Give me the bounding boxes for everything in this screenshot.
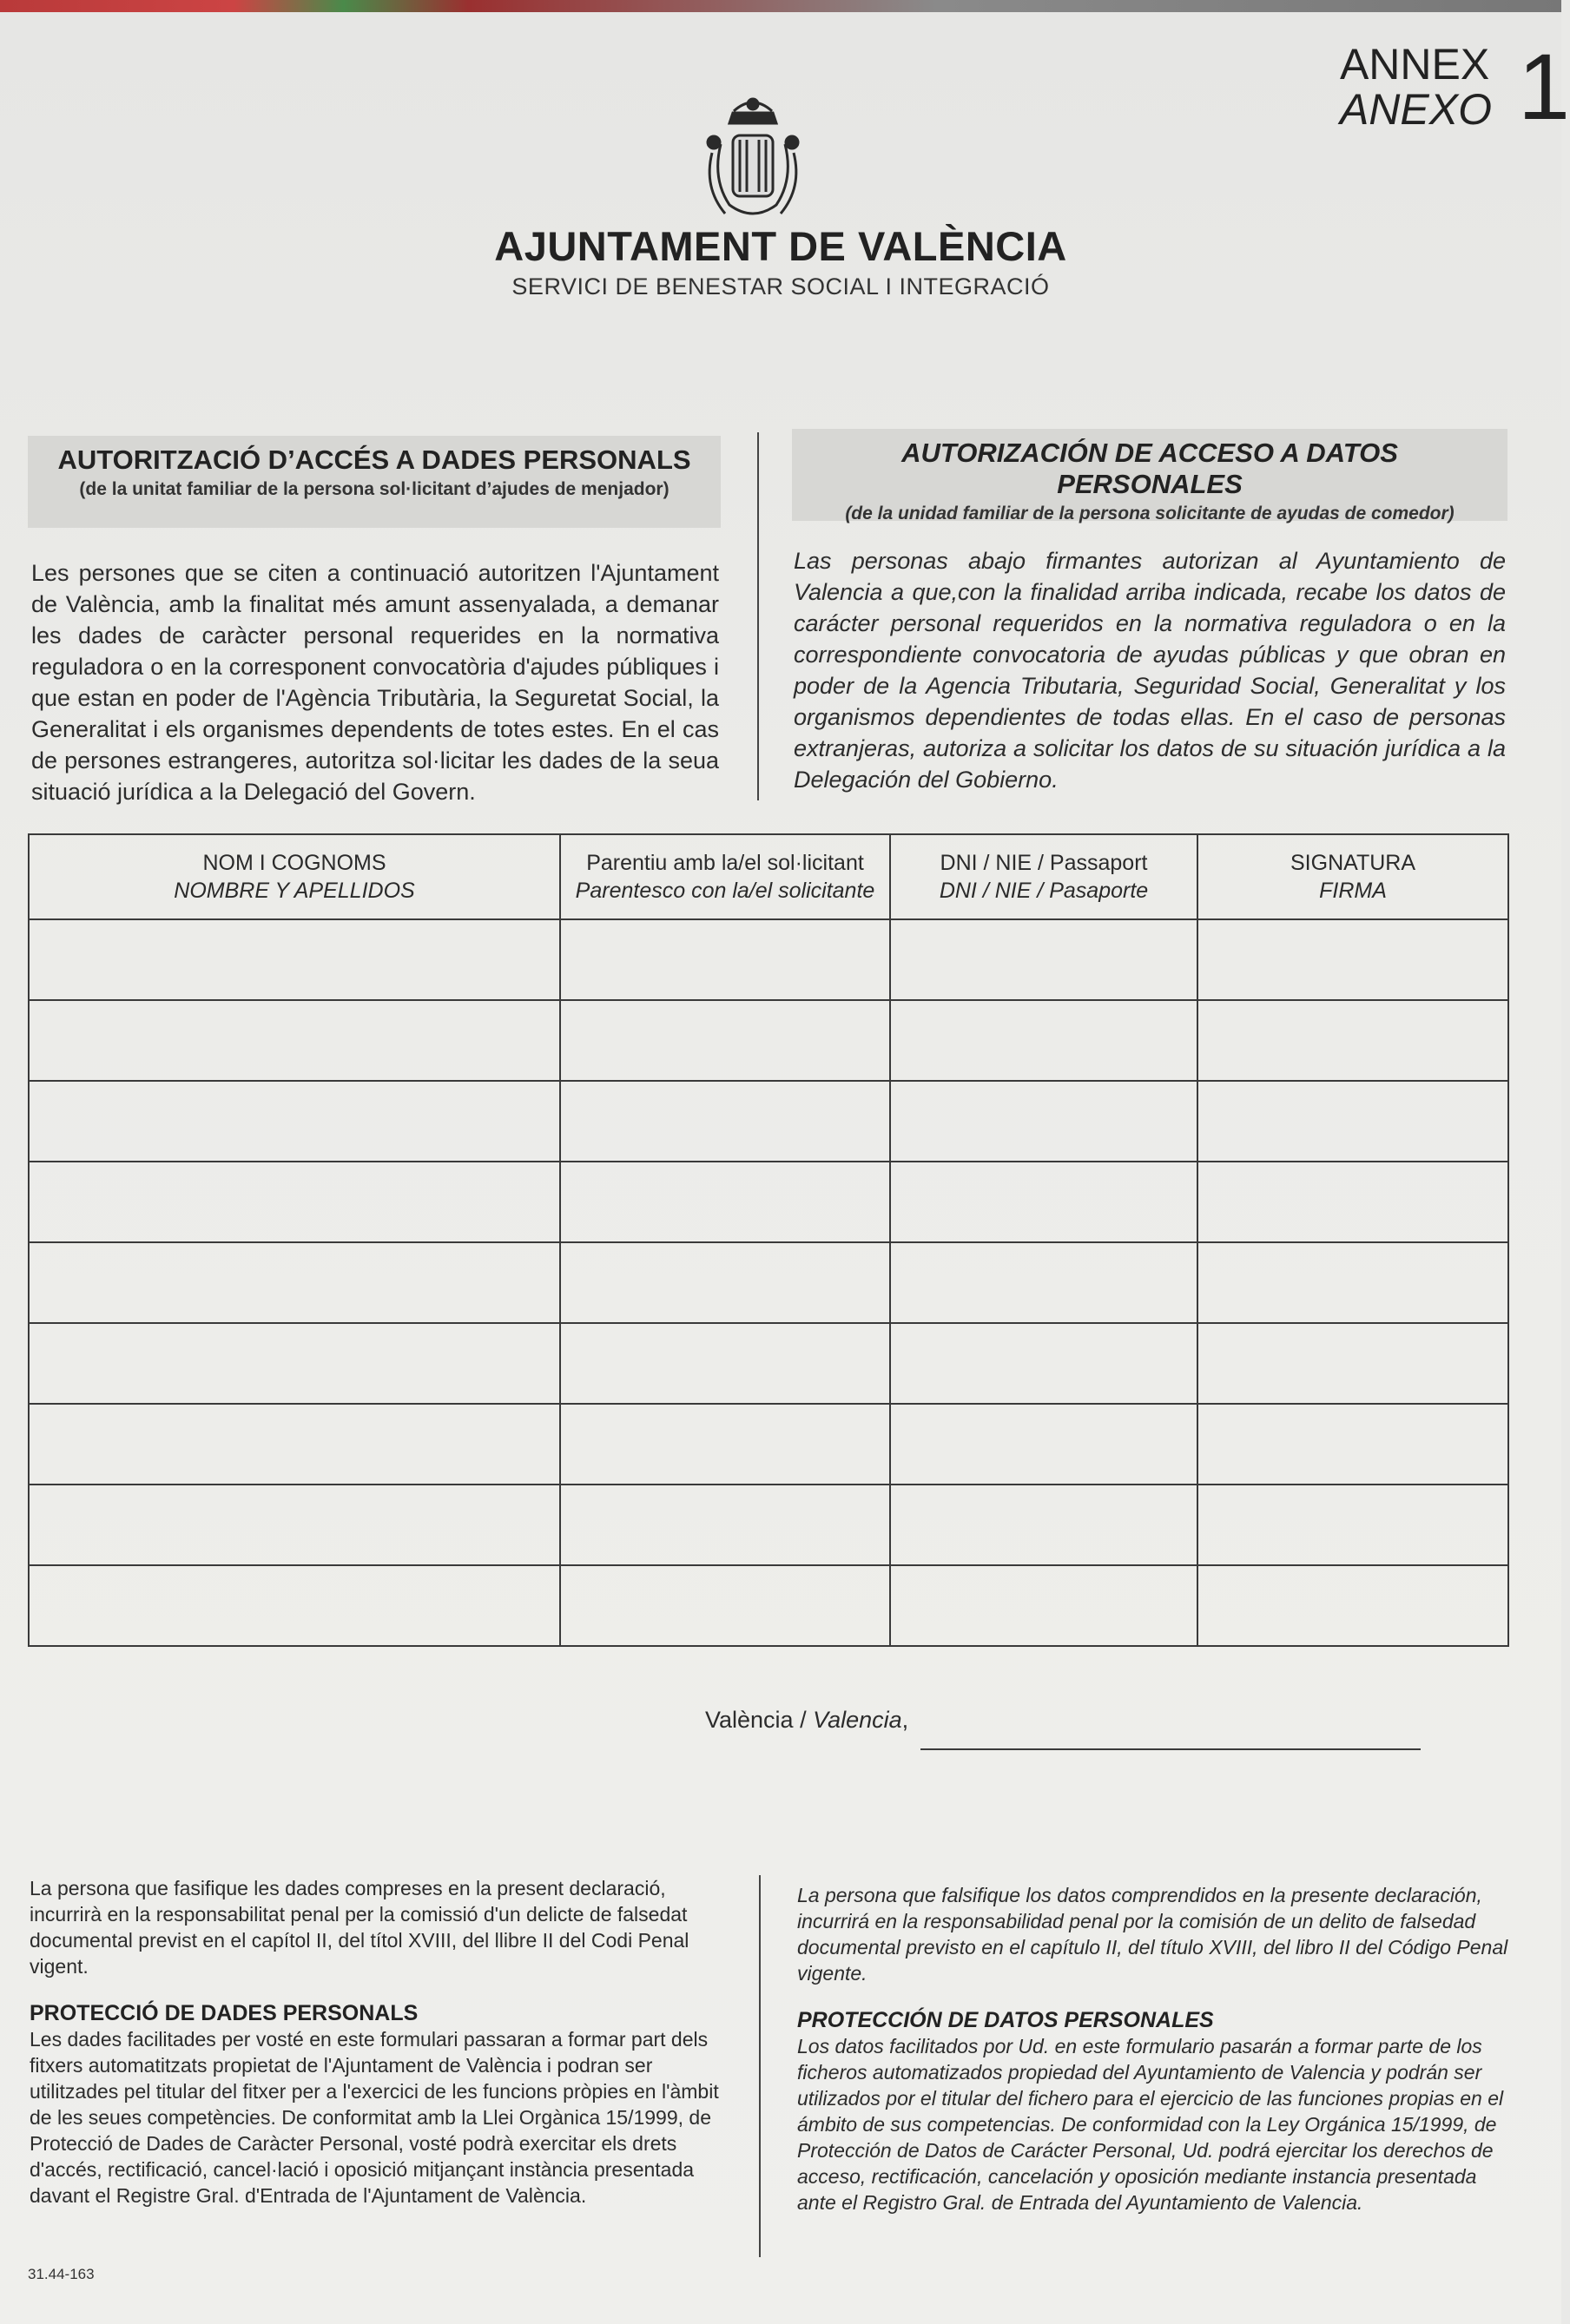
column-header-id-document-es: DNI / NIE / Pasaporte [939, 879, 1149, 903]
right-section-subtitle: (de la unidad familiar de la persona solicitante de ayudas de comedor) [845, 504, 1455, 523]
signature-field[interactable] [1197, 1000, 1508, 1081]
relationship-field[interactable] [560, 1404, 890, 1485]
signature-field[interactable] [1197, 1242, 1508, 1323]
name-field[interactable] [29, 1242, 560, 1323]
table-row [29, 1242, 1508, 1323]
table-row [29, 1323, 1508, 1404]
column-header-relationship-es: Parentesco con la/el solicitante [575, 879, 875, 903]
column-divider [757, 432, 759, 800]
relationship-field[interactable] [560, 1323, 890, 1404]
signature-field[interactable] [1197, 1162, 1508, 1242]
footer-right-warning: La persona que falsifique los datos comprendidos en la presente declaración, incurrirá en la responsabilidad penal por la comisión de un delito de falsedad documental previsto en el capítulo II, del título XVIII, del libro II del Código Penal vigente. [797, 1884, 1508, 1985]
column-header-signature [1197, 834, 1508, 919]
name-field[interactable] [29, 1081, 560, 1162]
column-header-relationship-ca: Parentiu amb la/el sol·licitant [586, 851, 864, 875]
table-header-row [29, 834, 1508, 919]
signature-field[interactable] [1197, 1081, 1508, 1162]
signature-field[interactable] [1197, 1404, 1508, 1485]
family-members-table [28, 833, 1509, 1647]
id-document-field[interactable] [890, 1081, 1197, 1162]
name-field[interactable] [29, 1323, 560, 1404]
relationship-field[interactable] [560, 1162, 890, 1242]
relationship-field[interactable] [560, 1565, 890, 1646]
column-header-id-document [890, 834, 1197, 919]
footer-right-body: Los datos facilitados por Ud. en este formulario pasarán a formar parte de los ficheros automatizados propiedad del Ayuntamiento de Valencia y podrán ser utilizados por el titular del fichero para el ejercicio de las funciones propias en el ámbito de sus competencias. De conformidad con la Ley Orgánica 15/1999, de Protección de Datos de Carácter Personal, Ud. podrá ejercitar los derechos de acceso, rectificación, cancelación y oposición mediante instancia presentada ante el Registro Gral. de Entrada del Ayuntamiento de Valencia. [797, 2035, 1504, 2214]
left-section-body: Les persones que se citen a continuació autoritzen l'Ajuntament de València, amb la finalitat més amunt assenyalada, a demanar les dades de caràcter personal requerides en la normativa reguladora o en la corresponent convocatòria d'ajudes públiques i que estan en poder de l'Agència Tributària, la Seguretat Social, la Generalitat i els organismes dependents de totes estes. En el cas de persones estrangeres, autoritza sol·licitar les dades de la seua situació jurídica a la Delegació del Govern. [31, 560, 719, 805]
column-header-name-ca: NOM I COGNOMS [202, 851, 386, 875]
signature-field[interactable] [1197, 919, 1508, 1000]
id-document-field[interactable] [890, 919, 1197, 1000]
footer-left-heading: PROTECCIÓ DE DADES PERSONALS [30, 2001, 419, 2025]
left-section-title: AUTORITZACIÓ D’ACCÉS A DADES PERSONALS [57, 444, 691, 475]
name-field[interactable] [29, 1565, 560, 1646]
table-row [29, 1081, 1508, 1162]
id-document-field[interactable] [890, 1242, 1197, 1323]
signature-field[interactable] [1197, 1565, 1508, 1646]
annex-label-es: ANEXO [1339, 85, 1492, 134]
signature-field[interactable] [1197, 1485, 1508, 1565]
footer-left [30, 1875, 721, 2209]
id-document-field[interactable] [890, 1485, 1197, 1565]
table-row [29, 1485, 1508, 1565]
column-header-id-document-ca: DNI / NIE / Passaport [940, 851, 1148, 875]
background-strip [0, 0, 1561, 12]
annex-label [1339, 34, 1570, 139]
name-field[interactable] [29, 1000, 560, 1081]
relationship-field[interactable] [560, 919, 890, 1000]
left-section-subtitle: (de la unitat familiar de la persona sol·licitant d’ajudes de menjador) [79, 479, 670, 499]
place-date-label [705, 1707, 908, 1734]
id-document-field[interactable] [890, 1404, 1197, 1485]
right-section-title: AUTORIZACIÓN DE ACCESO A DATOS PERSONALES [901, 438, 1398, 499]
table-row [29, 1565, 1508, 1646]
id-document-field[interactable] [890, 1000, 1197, 1081]
place-label-ca: València / [705, 1707, 814, 1733]
name-field[interactable] [29, 919, 560, 1000]
column-header-name-es: NOMBRE Y APELLIDOS [174, 879, 415, 903]
id-document-field[interactable] [890, 1565, 1197, 1646]
relationship-field[interactable] [560, 1081, 890, 1162]
place-label-es: Valencia [813, 1707, 902, 1733]
table-row [29, 1000, 1508, 1081]
table-row [29, 1404, 1508, 1485]
footer-divider [759, 1875, 761, 2257]
right-section-body: Las personas abajo firmantes autorizan al Ayuntamiento de Valencia a que,con la finalidad arriba indicada, recabe los datos de carácter personal requeridos en la normativa reguladora o en la correspondiente convocatoria de ayudas públicas y que obran en poder de la Agencia Tributaria, Seguridad Social, Generalitat y los organismos dependientes de todas ellas. En el caso de personas extranjeras, autoriza a solicitar los datos de su situación jurídica a la Delegación del Gobierno. [794, 548, 1506, 793]
form-code: 31.44-163 [28, 2266, 95, 2282]
name-field[interactable] [29, 1162, 560, 1242]
footer-left-body: Les dades facilitades per vosté en este formulari passaran a formar part dels fitxers automatitzats propietat de l'Ajuntament de València i podran ser utilitzades pel titular del fitxer per a l'exercici de les funcions pròpies en l'àmbit de les seues competències. De conformitat amb la Llei Orgànica 15/1999, de Protecció de Dades de Caràcter Personal, vosté podrà exercitar els drets d'accés, rectificació, cancel·lació i oposició mitjançant instància presentada davant el Registre Gral. d'Entrada de l'Ajuntament de València. [30, 2028, 719, 2207]
relationship-field[interactable] [560, 1000, 890, 1081]
valencia-crest-icon [695, 92, 811, 231]
name-field[interactable] [29, 1404, 560, 1485]
service-name: SERVICI DE BENESTAR SOCIAL I INTEGRACIÓ [511, 273, 1050, 300]
date-field[interactable] [920, 1748, 1421, 1750]
annex-number: 1 [1517, 34, 1570, 139]
column-header-signature-ca: SIGNATURA [1290, 851, 1415, 875]
table-row [29, 919, 1508, 1000]
footer-right [797, 1882, 1514, 2215]
annex-label-ca: ANNEX [1339, 40, 1490, 89]
signature-field[interactable] [1197, 1323, 1508, 1404]
relationship-field[interactable] [560, 1242, 890, 1323]
column-header-relationship [560, 834, 890, 919]
place-label-suffix: , [901, 1707, 909, 1733]
footer-right-heading: PROTECCIÓN DE DATOS PERSONALES [797, 2008, 1214, 2032]
relationship-field[interactable] [560, 1485, 890, 1565]
footer-left-warning: La persona que fasifique les dades compreses en la present declaració, incurrirà en la responsabilitat penal per la comissió d'un delicte de falsedat documental previst en el capítol II, del títol XVIII, del llibre II del Codi Penal vigent. [30, 1877, 689, 1978]
right-section-header [792, 429, 1507, 521]
organization-name: AJUNTAMENT DE VALÈNCIA [494, 223, 1067, 269]
id-document-field[interactable] [890, 1162, 1197, 1242]
name-field[interactable] [29, 1485, 560, 1565]
column-header-signature-es: FIRMA [1319, 879, 1387, 903]
left-section-header [28, 436, 721, 528]
table-row [29, 1162, 1508, 1242]
column-header-name [29, 834, 560, 919]
id-document-field[interactable] [890, 1323, 1197, 1404]
